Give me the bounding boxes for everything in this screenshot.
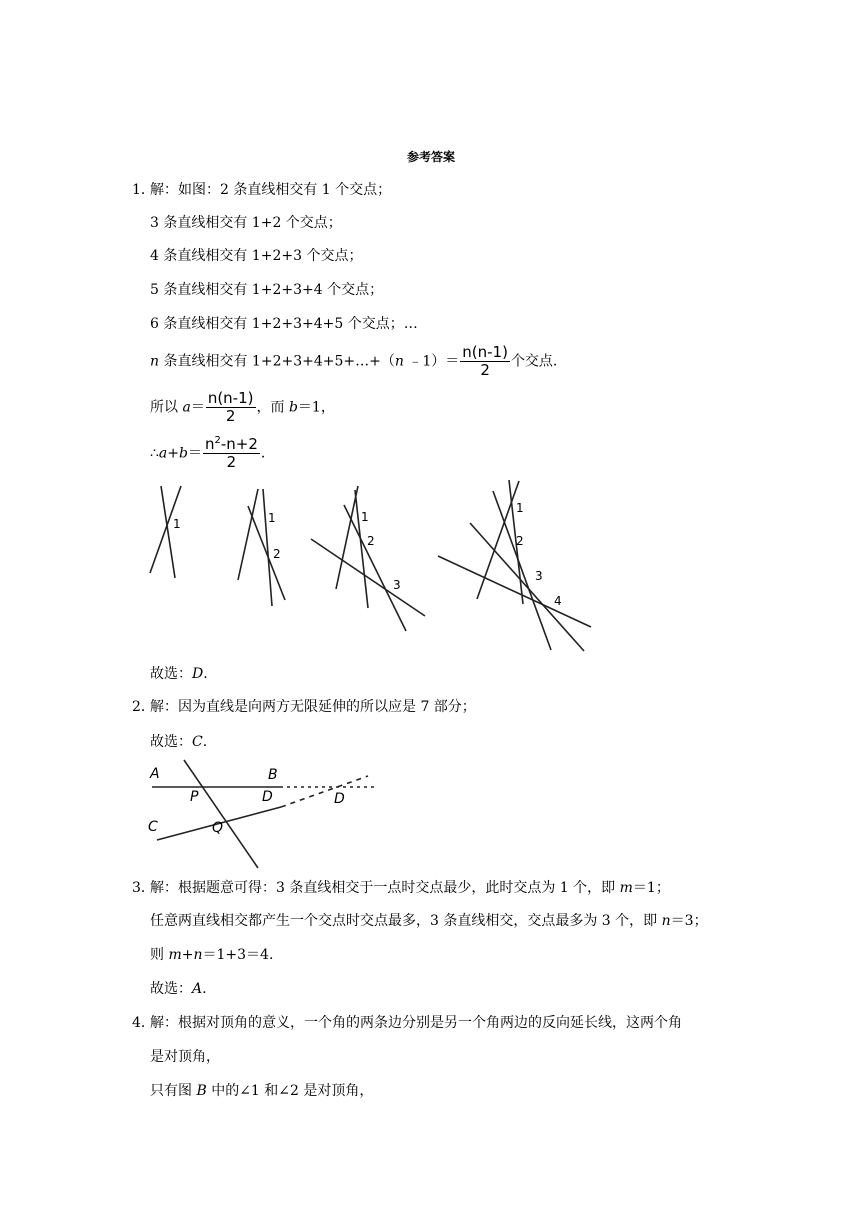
q1-number: 1． xyxy=(132,182,155,198)
q3-answer xyxy=(150,979,207,999)
q3-line1-post: ＝1； xyxy=(632,880,670,896)
fig3-label-1: 1 xyxy=(361,510,369,524)
label-p: P xyxy=(190,789,199,805)
num-exponent: 2 xyxy=(214,435,221,446)
n-line-mid: ﹣1）＝ xyxy=(403,353,460,370)
line-pq xyxy=(184,760,258,868)
answer-post: . xyxy=(203,666,208,682)
sum-post: . xyxy=(260,445,266,462)
label-a: A xyxy=(150,766,160,782)
n-line-post: 个交点. xyxy=(510,353,558,370)
a-line-mid: ，而 xyxy=(256,399,289,416)
var-a: a xyxy=(182,399,191,416)
label-q: Q xyxy=(212,820,224,836)
q4-line3-pre: 只有图 xyxy=(150,1083,197,1099)
q3-line-3 xyxy=(150,945,273,965)
frac-denominator: 2 xyxy=(226,453,237,471)
fig3-label-3: 3 xyxy=(393,578,401,592)
var-n: n xyxy=(193,947,203,963)
var-n: n xyxy=(150,353,160,370)
q1-line-2: 3 条直线相交有 1+2 个交点； xyxy=(150,215,342,231)
q3-line1-pre: 解：根据题意可得：3 条直线相交于一点时交点最少，此时交点为 1 个，即 xyxy=(150,880,620,896)
plus-sign: + xyxy=(181,947,194,963)
frac-numerator: n(n-1) xyxy=(462,343,508,361)
answer-choice: C xyxy=(192,734,203,750)
q3-number: 3． xyxy=(132,880,155,896)
answer-prefix: 故选： xyxy=(150,734,192,750)
fig4-label-2: 2 xyxy=(516,534,524,548)
equals-sign: ＝ xyxy=(187,445,202,462)
var-m: m xyxy=(168,947,182,963)
label-c: C xyxy=(148,819,158,835)
num-n: n xyxy=(204,435,215,453)
q3-line-2 xyxy=(150,911,708,931)
frac-denominator: 2 xyxy=(480,361,490,379)
q4-line-2: 是对顶角， xyxy=(150,1049,220,1065)
fig2-label-2: 2 xyxy=(273,547,281,561)
label-b: B xyxy=(268,767,278,783)
therefore-symbol: ∴ xyxy=(150,445,159,462)
answer-choice: D xyxy=(192,666,204,682)
plus-sign: + xyxy=(167,445,180,462)
q4-line-1: 解：根据对顶角的意义，一个角的两条边分别是另一个角两边的反向延长线，这两个角 xyxy=(150,1015,682,1031)
fig4-label-1: 1 xyxy=(516,501,524,515)
q2-number: 2． xyxy=(132,699,155,715)
fig2-label-1: 1 xyxy=(268,511,276,525)
q3-line3-post: ＝1+3＝4. xyxy=(202,947,274,963)
var-b: b xyxy=(179,445,188,462)
fig4-label-3: 3 xyxy=(535,569,543,583)
fig3-label-2: 2 xyxy=(367,534,375,548)
var-m: m xyxy=(619,880,633,896)
page-title: 参考答案 xyxy=(407,150,456,164)
var-a: a xyxy=(158,445,168,462)
q3-line-1 xyxy=(150,878,670,898)
label-d-2: D xyxy=(334,791,345,807)
num-rest: -n+2 xyxy=(220,435,258,453)
q4-line3-post: 中的∠1 和∠2 是对顶角， xyxy=(206,1083,374,1099)
var-b: B xyxy=(196,1083,207,1099)
var-n-2: n xyxy=(394,353,404,370)
a-line-post: ＝1， xyxy=(297,399,335,416)
q4-number: 4． xyxy=(132,1015,155,1031)
q1-line-3: 4 条直线相交有 1+2+3 个交点； xyxy=(150,248,363,264)
answer-prefix: 故选： xyxy=(150,981,192,997)
var-n: n xyxy=(661,913,671,929)
q4-line-3 xyxy=(150,1081,373,1101)
label-d-1: D xyxy=(262,789,273,805)
answer-choice: A xyxy=(192,981,203,997)
a-line-eq: ＝ xyxy=(190,399,205,416)
fig1-label-1: 1 xyxy=(173,517,181,531)
q1-line-4: 5 条直线相交有 1+2+3+4 个交点； xyxy=(150,282,384,298)
q2-text: 解：因为直线是向两方无限延伸的所以应是 7 部分； xyxy=(150,699,476,715)
q3-line2-pre: 任意两直线相交都产生一个交点时交点最多，3 条直线相交，交点最多为 3 个，即 xyxy=(150,913,662,929)
line-cd-extension xyxy=(281,776,368,807)
q1-line-5: 6 条直线相交有 1+2+3+4+5 个交点；… xyxy=(150,316,418,332)
var-b: b xyxy=(288,399,298,416)
answer-prefix: 故选： xyxy=(150,666,192,682)
frac-numerator: n(n-1) xyxy=(207,389,254,407)
q3-line3-pre: 则 xyxy=(150,947,169,963)
q1-line-1: 解：如图：2 条直线相交有 1 个交点； xyxy=(150,182,392,198)
frac-denominator: 2 xyxy=(225,407,236,425)
answer-post: . xyxy=(202,981,207,997)
a-line-pre: 所以 xyxy=(150,399,183,416)
n-line-pre: 条直线相交有 1+2+3+4+5+…+（ xyxy=(159,353,395,370)
q3-line2-post: ＝3； xyxy=(670,913,708,929)
fig4-label-4: 4 xyxy=(554,594,562,608)
answer-post: . xyxy=(202,734,208,750)
